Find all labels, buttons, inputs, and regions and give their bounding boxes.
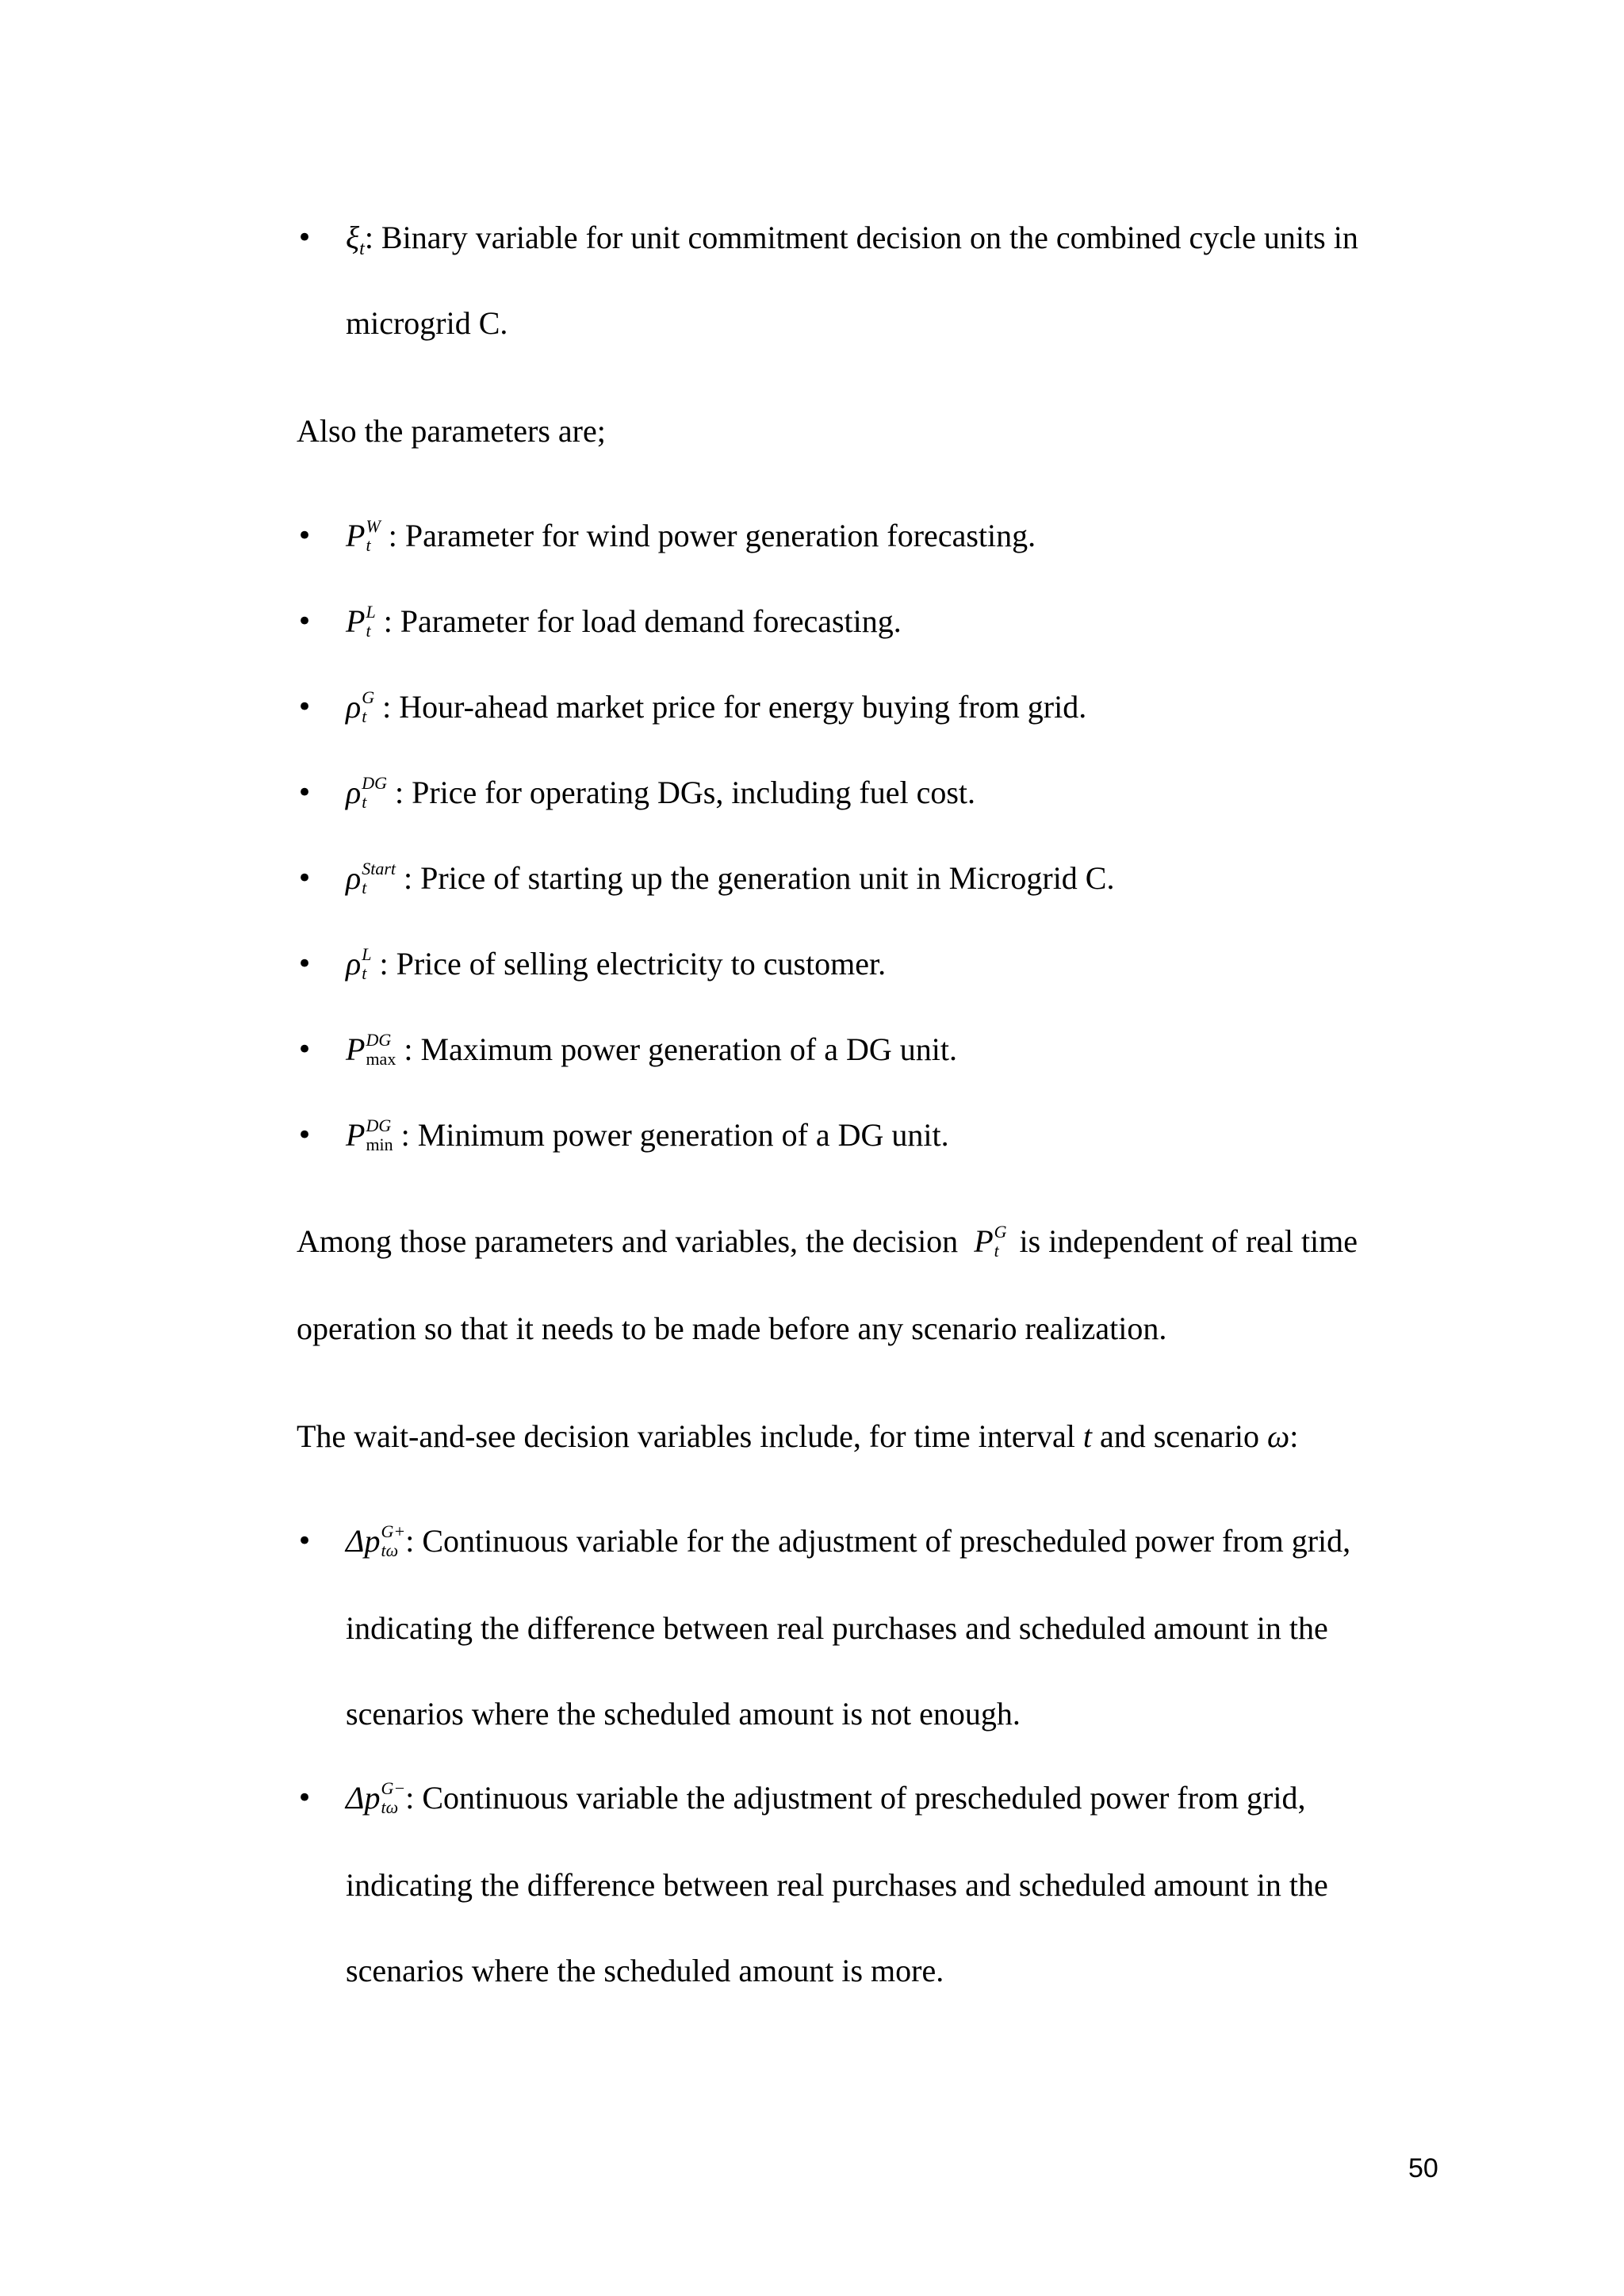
bullet-line-1 bbox=[346, 219, 1358, 257]
symbol-delta-p-G-minus: Δp G− tω bbox=[346, 1777, 406, 1817]
bullet-line-2: microgrid C. bbox=[346, 305, 508, 341]
document-page: • $\xi_t$: Binary variable for unit commitment decision on the combined cycle units in microgrid C. Also the parameters are; • P W t : Parameter for wind power generation forecasting. • P L t : Parameter for load demand forecasting. • ρ G t : Hour-ahead market price for energy buying from grid. • ρ DG t : Price for operating DGs, including fuel cost. • ρ Start t : Price of starting up the generation unit in Microgrid C. • ρ L t : Price of selling electricity to customer. • P DG max : Maximum power generation of a DG unit. • P DG min : Minimum power generation of a DG unit. Among those parameters and variables, the decision P G t is independent of real time operation so that it needs to be made before any scenario realization. The wait-and-see decision variables include, for time interval t and scenario ω: • Δp G+ tω : Continuous variable for the adjustment of prescheduled power from grid, indicating the difference between real purchases and scheduled amount in the scenarios where the scheduled amount is not enough. • Δp G− tω : Continuous variable the adjustment of prescheduled power from grid, indicating the difference between real purchases and scheduled amount in the scenarios where the scheduled amount is more. 50 bbox=[297, 220, 1438, 2183]
bullet-glyph: • bbox=[297, 1119, 313, 1151]
bullet-glyph: • bbox=[297, 948, 313, 980]
wait-bullet-text: : Continuous variable for the adjustment of prescheduled power from grid, bbox=[405, 1523, 1351, 1559]
paragraph-among: Among those parameters and variables, the decision P G t is independent of real time bbox=[297, 1223, 1423, 1263]
parameter-text: : Hour-ahead market price for energy buying from grid. bbox=[382, 689, 1087, 725]
bullet-glyph: • bbox=[297, 520, 313, 552]
symbol-P-DG-max: P DG max bbox=[346, 1029, 396, 1069]
parameter-text: : Parameter for wind power generation forecasting. bbox=[388, 518, 1036, 553]
bullet-glyph: • bbox=[297, 1525, 313, 1557]
bullet-glyph: • bbox=[297, 691, 313, 723]
parameter-text: : Price for operating DGs, including fuel cost. bbox=[394, 775, 976, 810]
wait-bullet-text: : Continuous variable the adjustment of prescheduled power from grid, bbox=[405, 1780, 1306, 1816]
symbol-P-DG-min: P DG min bbox=[346, 1115, 393, 1154]
symbol-rho-DG-t: ρ DG t bbox=[346, 772, 387, 812]
parameter-text: : Price of starting up the generation unit in Microgrid C. bbox=[404, 860, 1115, 896]
paragraph-among-line2: operation so that it needs to be made before any scenario realization. bbox=[297, 1311, 1167, 1346]
symbol-P-L-t: P L t bbox=[346, 601, 376, 641]
bullet-glyph: • bbox=[297, 863, 313, 894]
bullet-glyph: • bbox=[297, 1782, 313, 1814]
paragraph-wait-and-see: The wait-and-see decision variables include, for time interval t and scenario ω: bbox=[297, 1418, 1299, 1454]
symbol-rho-G-t: ρ G t bbox=[346, 687, 375, 726]
paragraph-parameters-intro: Also the parameters are; bbox=[297, 413, 606, 449]
symbol-P-G-t: P G t bbox=[974, 1221, 1007, 1261]
bullet-glyph: • bbox=[297, 606, 313, 637]
symbol-rho-Start-t: ρ Start t bbox=[346, 858, 396, 897]
page-number: 50 bbox=[1408, 2153, 1438, 2183]
bullet-text: : Binary variable for unit commitment decision on the combined cycle units in bbox=[364, 220, 1358, 255]
parameter-text: : Parameter for load demand forecasting. bbox=[383, 603, 902, 639]
bullet-glyph: • bbox=[297, 1034, 313, 1066]
bullet-glyph: • bbox=[297, 777, 313, 809]
symbol-delta-p-G-plus: Δp G+ tω bbox=[346, 1521, 406, 1560]
bullet-glyph: • bbox=[297, 222, 313, 254]
parameter-text: : Maximum power generation of a DG unit. bbox=[404, 1031, 957, 1067]
symbol-rho-L-t: ρ L t bbox=[346, 943, 372, 983]
symbol-xi: $\xi_t$ bbox=[346, 220, 365, 259]
symbol-P-W-t: P W t bbox=[346, 515, 381, 555]
parameter-text: : Minimum power generation of a DG unit. bbox=[400, 1117, 949, 1153]
parameter-text: : Price of selling electricity to customer. bbox=[379, 946, 887, 982]
